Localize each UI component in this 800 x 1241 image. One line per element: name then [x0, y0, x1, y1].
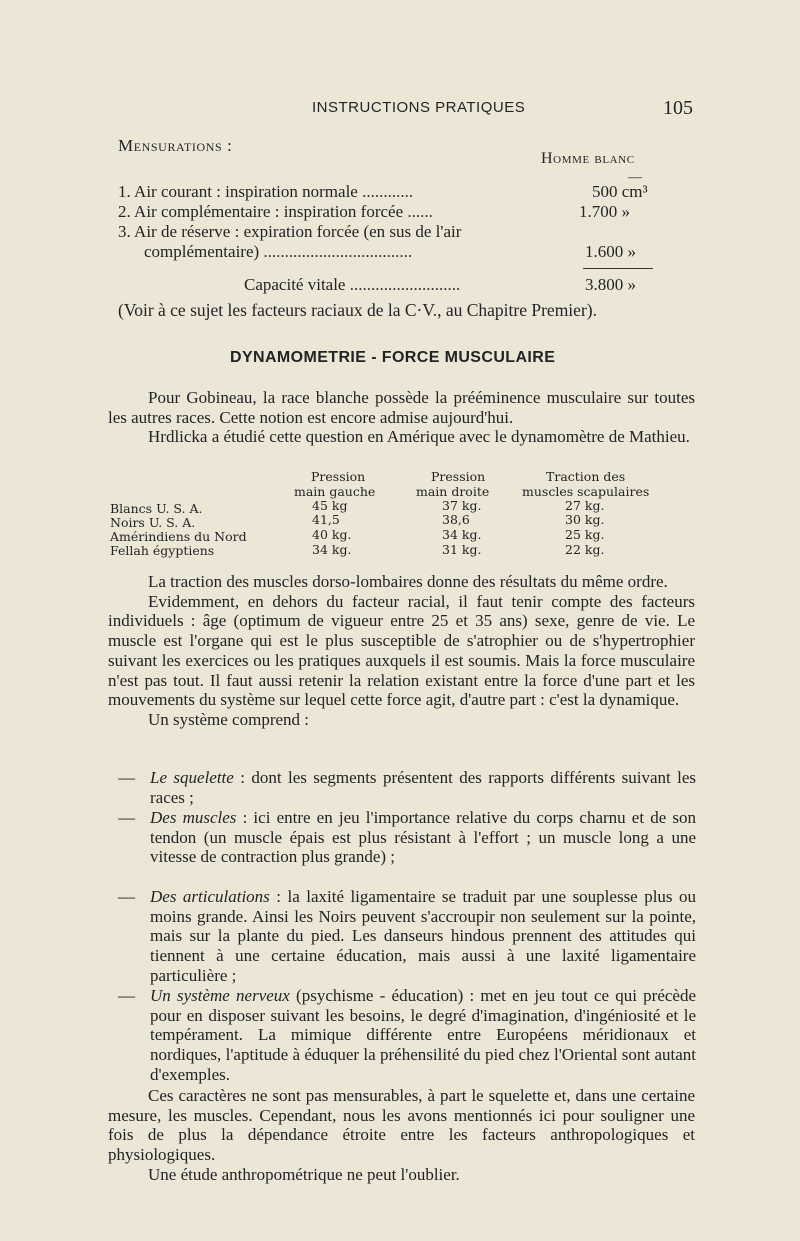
list-item: — Des muscles : ici entre en jeu l'importance relative du corps charnu et de son tendon (un muscle épais est plus résistant à l'effort ; un muscle long a une vitesse de contraction plus grande) ; [118, 808, 697, 867]
table-cell: 45 kg [312, 498, 348, 513]
table-header: main droite [416, 484, 490, 499]
intro-paragraph: Pour Gobineau, la race blanche possède la prééminence musculaire sur toutes les autres races. Cette notion est encore admise aujourd'hui. Hrdlicka a étudié cette question en Amérique avec le dynamomètre de Mathieu. [108, 388, 695, 447]
mensuration-row-value: 500 cm³ [592, 182, 648, 201]
note-reference: (Voir à ce sujet les facteurs raciaux de la C·V., au Chapitre Premier). [118, 300, 597, 320]
capacite-vitale-value: 3.800 » [585, 275, 636, 294]
table-header: main gauche [294, 484, 376, 499]
table-cell: 31 kg. [442, 542, 482, 557]
page-number: 105 [663, 97, 693, 119]
table-header: Pression [311, 469, 366, 484]
table-cell: 34 kg. [442, 527, 482, 542]
column-header-homme-blanc: Homme blanc [541, 150, 635, 167]
table-row-label: Blancs U. S. A. [110, 501, 203, 516]
table-cell: 30 kg. [565, 512, 605, 527]
list-item: — Un système nerveux (psychisme - éducation) : met en jeu tout ce qui précède pour en disposer suivant les besoins, le degré d'imagination, d'ingéniosité et le tempérament. La mimique différente entre Européens méridionaux et nordiques, l'aptitude à éduquer la préhensilité du pied chez l'Oriental sont autant d'exemples. [118, 986, 696, 1084]
total-rule [583, 268, 653, 269]
body-paragraph: Ces caractères ne sont pas mensurables, à part le squelette et, dans une certaine mesure, les muscles. Cependant, nous les avons mentionnés ici pour souligner une fois de plus la dépendance étroite entre les facteurs anthropologiques et physiologiques. Une étude anthropométrique ne peut l'oublier. [108, 1086, 695, 1184]
table-cell: 22 kg. [565, 542, 605, 557]
list-item: — Le squelette : dont les segments présentent des rapports différents suivant les races ; [118, 768, 696, 807]
table-cell: 37 kg. [442, 498, 482, 513]
table-cell: 25 kg. [565, 527, 605, 542]
mensuration-row-value: 1.600 » [585, 242, 636, 261]
table-header: Traction des [546, 469, 626, 484]
table-row-label: Amérindiens du Nord [110, 529, 247, 544]
body-paragraph: La traction des muscles dorso-lombaires donne des résultats du même ordre. Evidemment, en dehors du facteur racial, il faut tenir compte des facteurs individuels : âge (optimum de vigueur entre 25 et 35 ans) sexe, genre de vie. Le muscle est l'organe qui est le plus susceptible de s'atrophier ou de s'hypertrophier suivant les exercices ou les pratiques auxquels il est soumis. Mais la force musculaire n'est pas tout. Il faut aussi retenir la relation existant entre la force d'une part et les mouvements du système sur lequel cette force agit, d'autre part : c'est la dynamique. Un système comprend : [108, 572, 695, 729]
table-cell: 27 kg. [565, 498, 605, 513]
table-cell: 34 kg. [312, 542, 352, 557]
mensuration-row-label: complémentaire) ................................... [144, 242, 413, 261]
mensurations-heading: Mensurations : [118, 136, 233, 155]
mensuration-row-value: 1.700 » [579, 202, 630, 221]
table-cell: 41,5 [312, 512, 340, 527]
running-header: INSTRUCTIONS PRATIQUES [312, 99, 526, 116]
mensuration-row-label: 3. Air de réserve : expiration forcée (en sus de l'air [118, 222, 462, 241]
table-header: Pression [431, 469, 486, 484]
column-header-rule: — [628, 170, 642, 185]
table-row-label: Fellah égyptiens [110, 543, 215, 558]
mensuration-row-label: 2. Air complémentaire : inspiration forcée ...... [118, 202, 433, 221]
section-title: DYNAMOMETRIE - FORCE MUSCULAIRE [230, 349, 556, 366]
list-item: — Des articulations : la laxité ligamentaire se traduit par une souplesse plus ou moins grande. Ainsi les Noirs peuvent s'accroupir non seulement sur la pointe, mais sur la plante du pied. Les danseurs hindous prennent des attitudes qui tiennent à une certaine éducation, mais aussi à une laxité ligamentaire particulière ; [118, 887, 697, 985]
table-cell: 40 kg. [312, 527, 352, 542]
mensuration-row-label: 1. Air courant : inspiration normale ............ [118, 182, 414, 201]
table-row-label: Noirs U. S. A. [110, 515, 196, 530]
capacite-vitale-label: Capacité vitale .......................... [244, 275, 461, 294]
table-header: muscles scapulaires [522, 484, 650, 499]
table-cell: 38,6 [442, 512, 470, 527]
